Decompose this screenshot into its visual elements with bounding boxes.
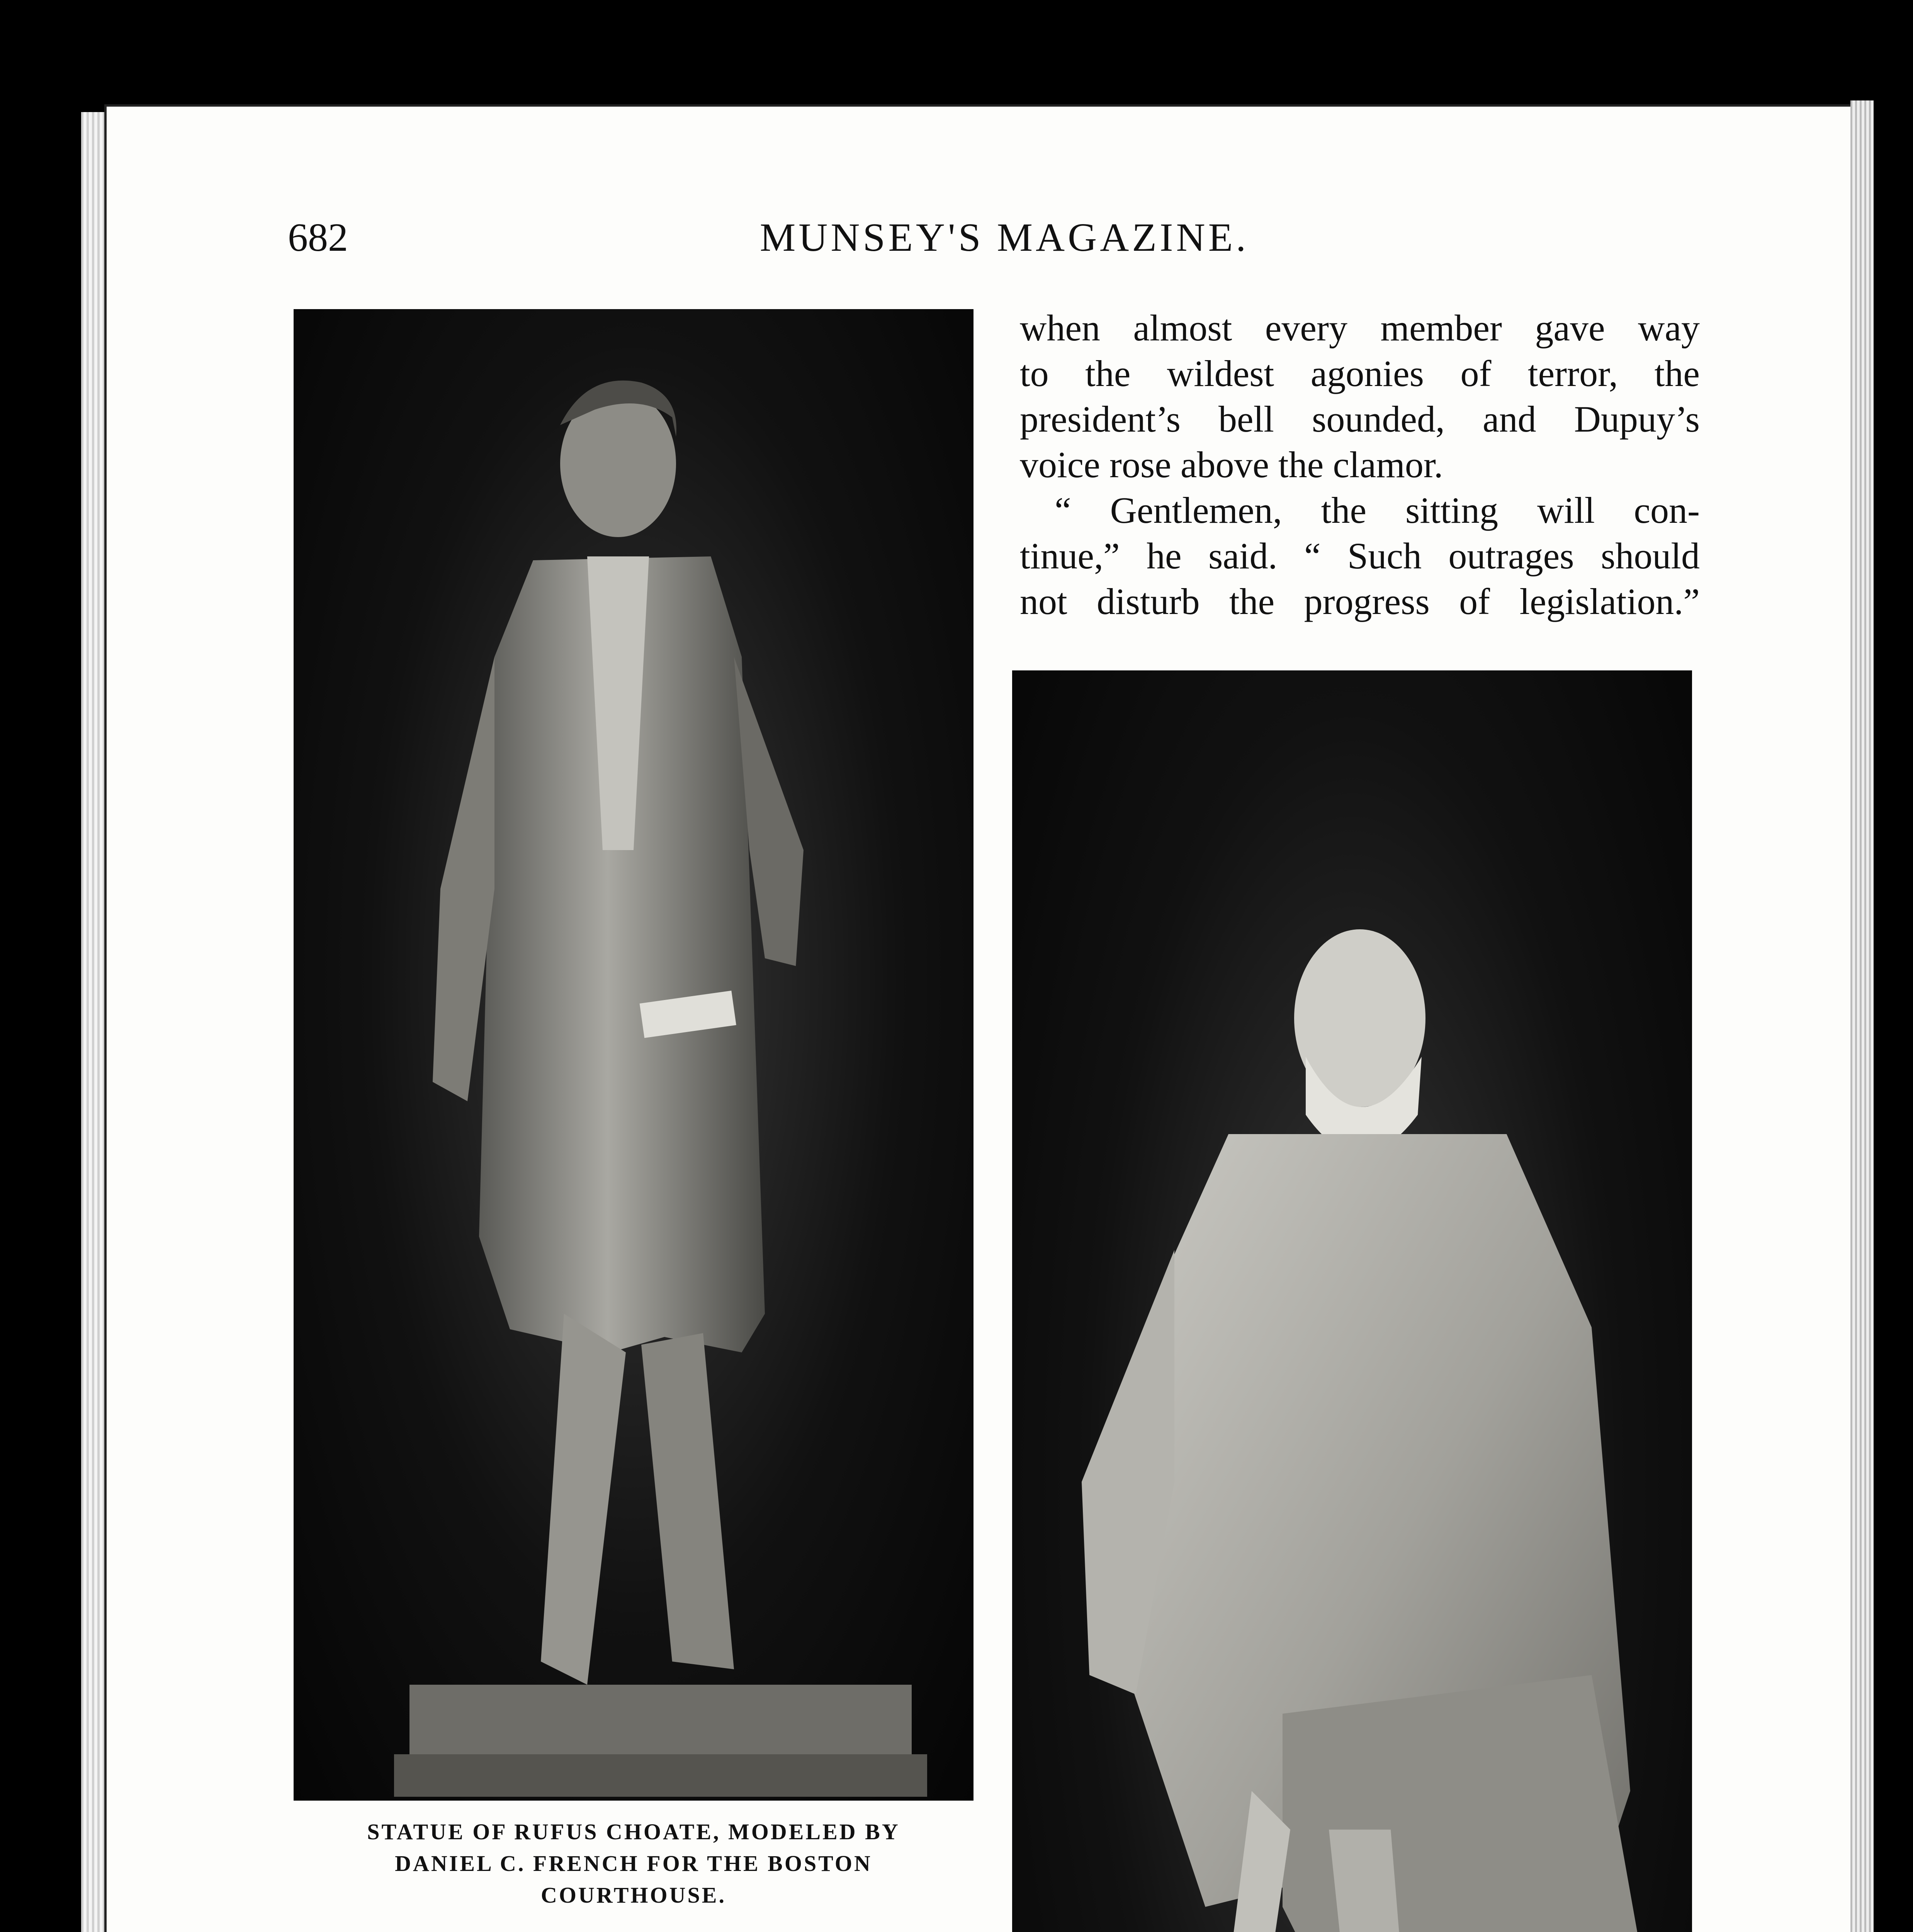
caption-line: DANIEL C. FRENCH FOR THE BOSTON <box>395 1851 872 1876</box>
text-line: when almost every member gave way <box>1020 307 1700 349</box>
michelangelo-statue-photo <box>1012 670 1692 1932</box>
text-line: not disturb the progress of legislation.” <box>1020 581 1700 622</box>
page-edge-right <box>1850 100 1874 1932</box>
text-line: to the wildest agonies of terror, the <box>1020 353 1700 394</box>
page-number: 682 <box>288 215 348 260</box>
body-text-top-right <box>1020 305 1700 624</box>
running-title: MUNSEY'S MAGAZINE. <box>759 215 1249 260</box>
text-line: tinue,” he said. “ Such outrages should <box>1020 535 1700 577</box>
michelangelo-statue-illustration <box>1012 670 1692 1932</box>
text-line: president’s bell sounded, and Dupuy’s <box>1020 398 1700 440</box>
rufus-choate-caption <box>294 1816 973 1911</box>
rufus-choate-statue-illustration <box>294 309 973 1801</box>
caption-line: STATUE OF RUFUS CHOATE, MODELED BY <box>367 1819 900 1844</box>
text-line: “ Gentlemen, the sitting will con- <box>1055 490 1700 531</box>
page-edge-left <box>81 112 104 1932</box>
caption-line: COURTHOUSE. <box>541 1883 726 1908</box>
text-line: voice rose above the clamor. <box>1020 444 1443 485</box>
rufus-choate-statue-photo <box>294 309 973 1801</box>
